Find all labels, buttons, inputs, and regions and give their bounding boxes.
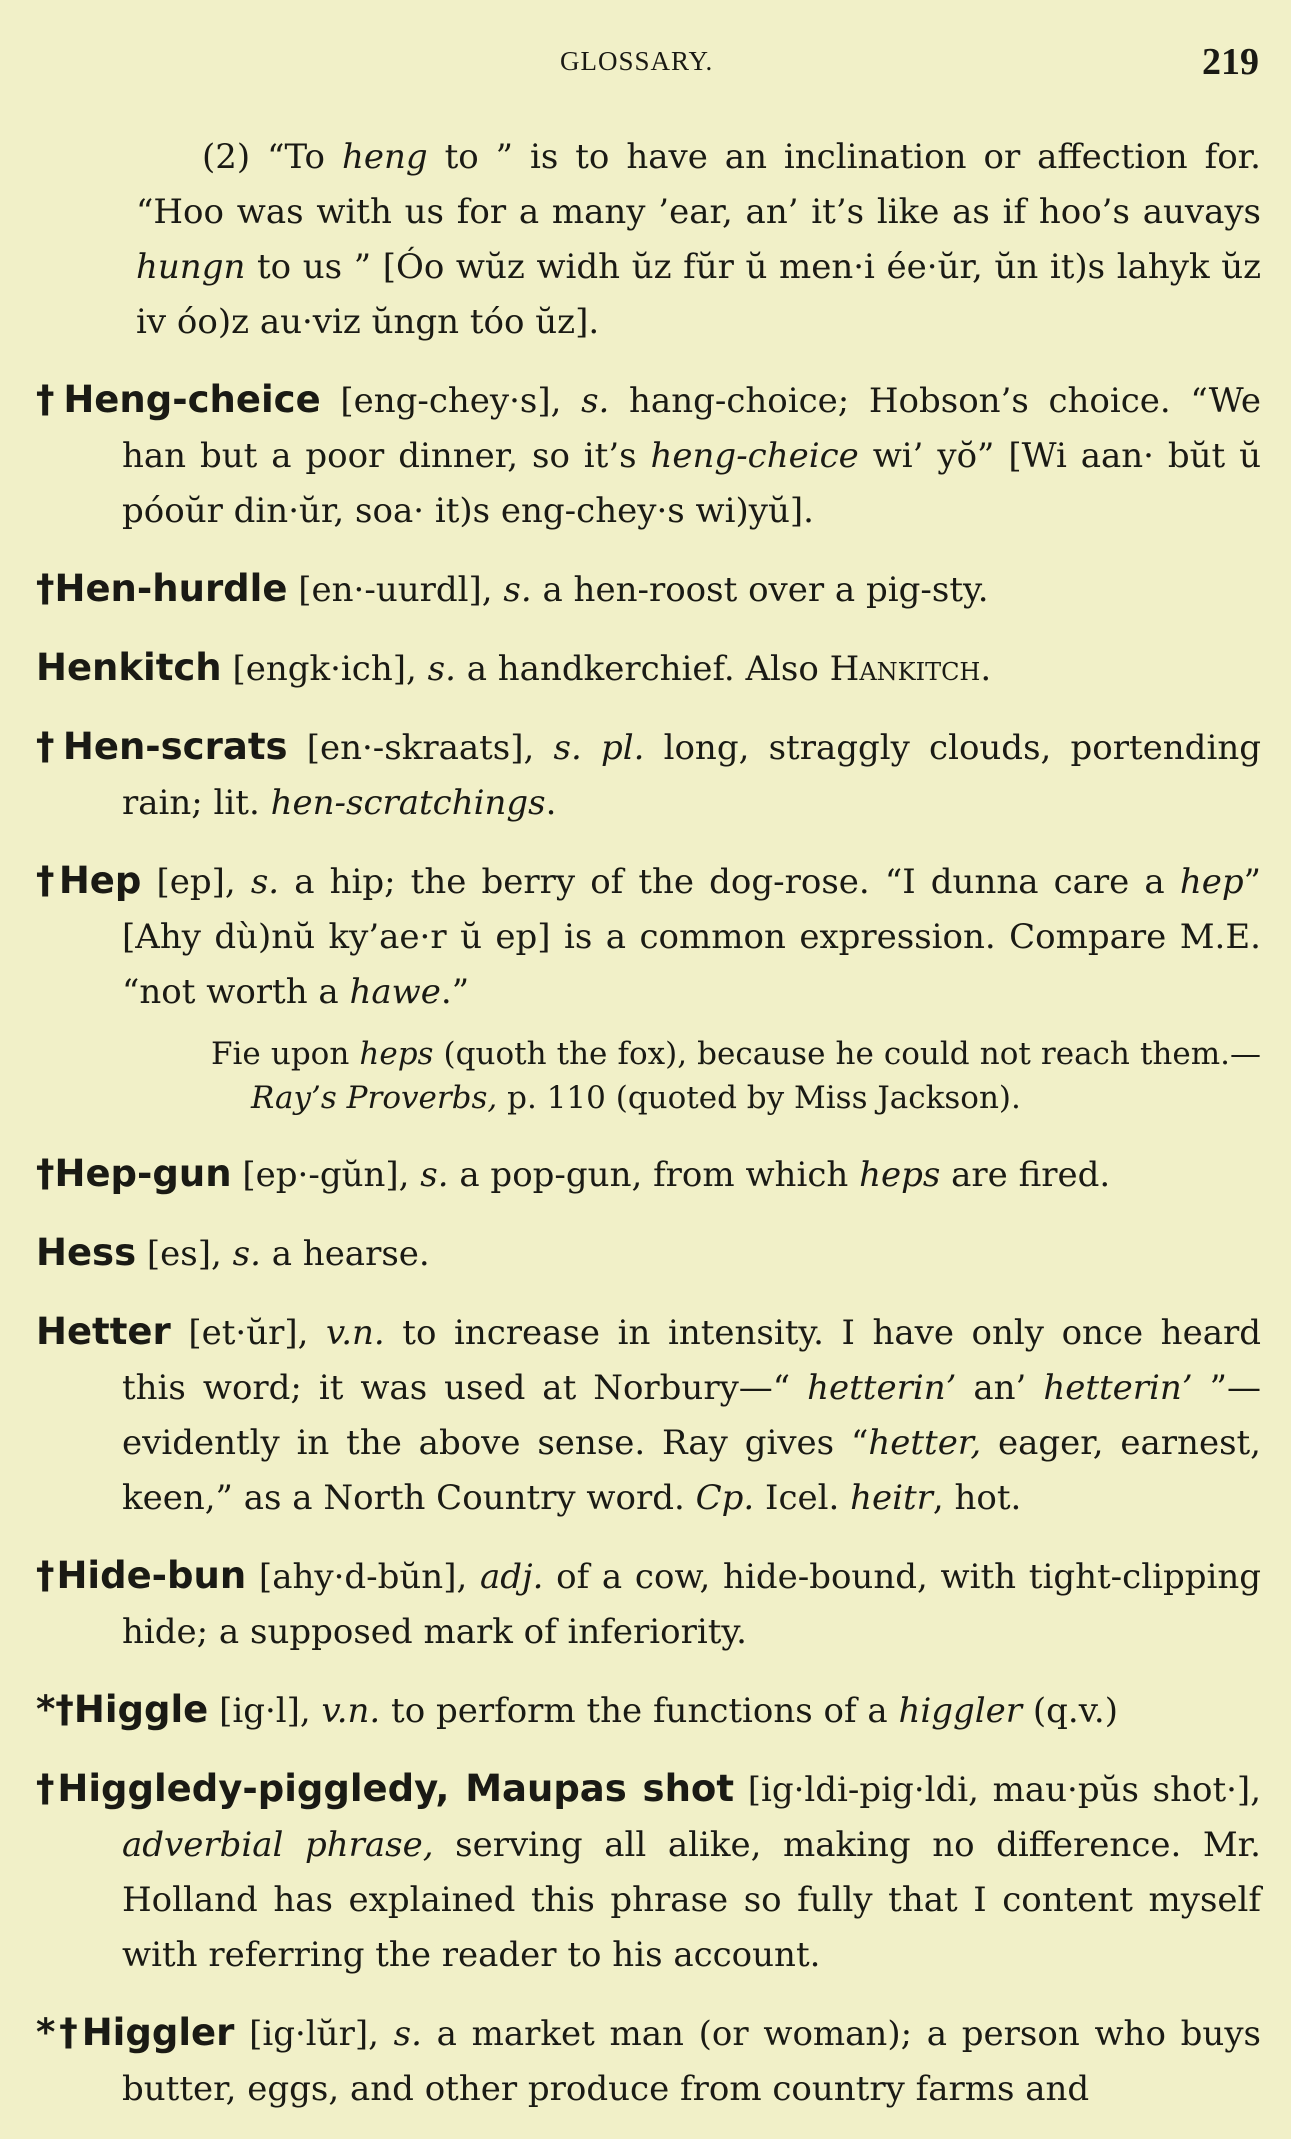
headword: †Hen-scrats: [36, 725, 288, 768]
entry-hide-bun: †Hide-bun [ahy·d-bŭn], adj. of a cow, hide-bound, with tight-clipping hide; a supposed mark of inferiority.: [36, 1554, 1262, 1652]
headword: Hess: [36, 1231, 137, 1274]
headword: †Heng-cheice: [36, 378, 321, 421]
entry-higgledy-piggledy: †Higgledy-piggledy, Maupas shot [ig·ldi-pig·ldi, mau·pŭs shot·], adverbial phrase, serving all alike, making no difference. Mr. Holland has explained this phrase so fully that I content myself with referring the reader to his account.: [36, 1767, 1261, 1975]
entry-higgle: *†Higgle [ig·l], v.n. to perform the functions of a higgler (q.v.): [36, 1688, 1118, 1731]
headword: †Hen-hurdle: [36, 567, 288, 610]
entry-hen-scrats: †Hen-scrats [en·-skraats], s. pl. long, straggly clouds, portending rain; lit. hen-scratchings.: [36, 725, 1261, 823]
headword: Hetter: [36, 1310, 171, 1353]
entry-hen-hurdle: †Hen-hurdle [en·-uurdl], s. a hen-roost over a pig-sty.: [36, 567, 989, 610]
entry-henkitch: Henkitch [engk·ich], s. a handkerchief. Also Hankitch.: [36, 646, 992, 689]
headword: *†Higgler: [36, 2011, 235, 2054]
entry-hep-gun: †Hep-gun [ep·-gŭn], s. a pop-gun, from which heps are fired.: [36, 1152, 1111, 1195]
headword: *†Higgle: [36, 1688, 209, 1731]
entry-hess: Hess [es], s. a hearse.: [36, 1231, 430, 1274]
page-header: [0, 40, 1291, 90]
entry-hetter: Hetter [et·ŭr], v.n. to increase in intensity. I have only once heard this word; it was used at Norbury—“ hetterin’ an’ hetterin’ ”—evidently in the above sense. Ray gives “hetter, eager, earnest, keen,” as a North Country word. Cp. Icel. heitr, hot.: [36, 1310, 1261, 1518]
entry-heng-cheice: †Heng-cheice [eng-chey·s], s. hang-choice; Hobson’s choice. “We han but a poor dinner, so it’s heng-cheice wi’ yŏ” [Wi aan· bŭt ŭ póoŭr din·ŭr, soa· it)s eng-chey·s wi)yŭ].: [36, 378, 1262, 531]
entry-higgler: *†Higgler [ig·lŭr], s. a market man (or woman); a person who buys butter, eggs, and other produce from country farms and: [36, 2011, 1261, 2109]
headword: †Hep-gun: [36, 1152, 232, 1195]
quotation-hep: Fie upon heps (quoth the fox), because he could not reach them.—Ray’s Proverbs, p. 110 (quoted by Miss Jackson).: [211, 1036, 1261, 1116]
entry-hep: †Hep [ep], s. a hip; the berry of the dog-rose. “I dunna care a hep” [Ahy dù)nŭ ky’ae·r ŭ ep] is a common expression. Compare M.E. “not worth a hawe.”: [36, 859, 1261, 1012]
headword: †Hep: [36, 859, 142, 902]
running-head: GLOSSARY.: [560, 46, 714, 76]
headword: †Higgledy-piggledy, Maupas shot: [36, 1767, 735, 1810]
glossary-body: [36, 130, 1261, 2139]
headword: Henkitch: [36, 646, 222, 689]
entry-heng-continued: (2) “To heng to ” is to have an inclination or affection for. “Hoo was with us for a many ’ear, an’ it’s like as if hoo’s auvays hungn to us ” [Óo wŭz widh ŭz fŭr ŭ men·i ée·ŭr, ŭn it)s lahyk ŭz iv óo)z au·viz ŭngn tóo ŭz].: [136, 137, 1261, 342]
headword: †Hide-bun: [36, 1554, 247, 1597]
page-number: 219: [1202, 41, 1259, 83]
